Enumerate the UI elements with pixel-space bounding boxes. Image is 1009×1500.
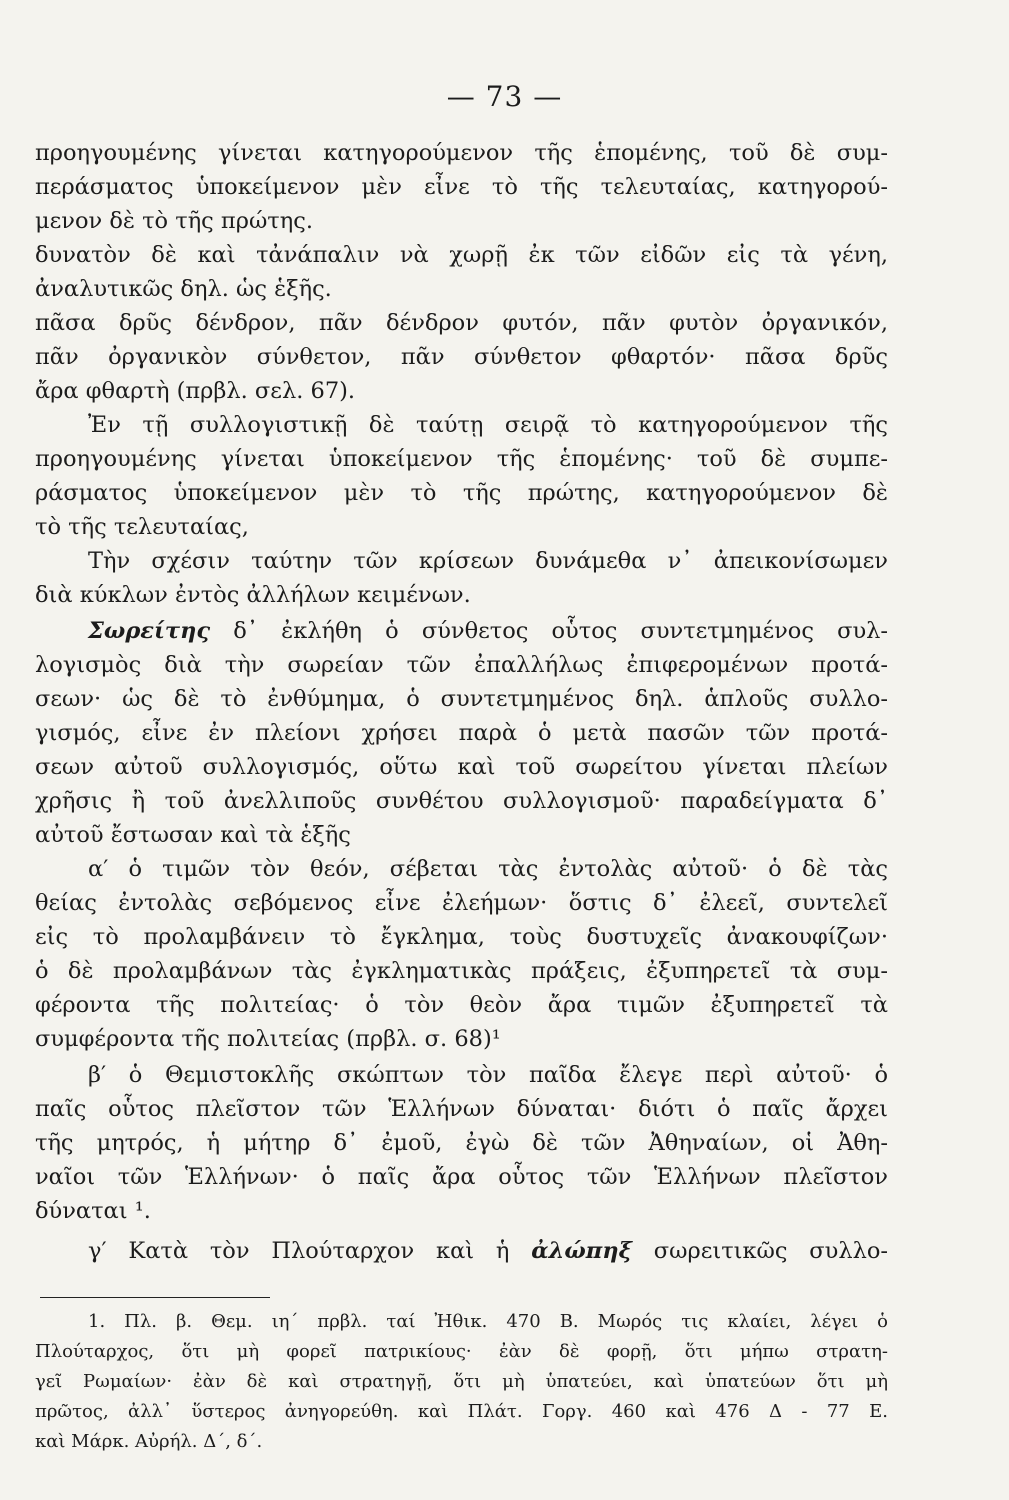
- text-line: β′ ὁ Θεμιστοκλῆς σκώπτων τὸν παῖδα ἔλεγε περὶ αὐτοῦ· ὁ: [88, 1062, 888, 1088]
- text-line: γισμός, εἶνε ἐν πλείονι χρήσει παρὰ ὁ μετὰ πασῶν τῶν προτά-: [35, 720, 888, 746]
- footnote-line: 1. Πλ. β. Θεμ. ιη΄ πρβλ. ταί Ἠθικ. 470 Β. Μωρός τις κλαίει, λέγει ὁ: [88, 1311, 888, 1332]
- footnote-line: πρῶτος, ἀλλ᾽ ὕστερος ἀνηγορεύθη. καὶ Πλάτ. Γοργ. 460 καὶ 476 Δ - 77 Ε.: [35, 1401, 888, 1422]
- term-alopex: ἀλώπηξ: [531, 1238, 632, 1264]
- text-line: εἰς τὸ προλαμβάνειν τὸ ἔγκλημα, τοὺς δυστυχεῖς ἀνακουφίζων·: [35, 924, 888, 950]
- text-line: ἄρα φθαρτὴ (πρβλ. σελ. 67).: [35, 378, 356, 404]
- text-line: χρῆσις ἢ τοῦ ἀνελλιποῦς συνθέτου συλλογισμοῦ· παραδείγματα δ᾽: [35, 788, 888, 814]
- text-line: λογισμὸς διὰ τὴν σωρείαν τῶν ἐπαλλήλως ἐπιφερομένων προτά-: [35, 652, 888, 678]
- text-line-start: γ′ Κατὰ τὸν Πλούταρχον καὶ ἡ: [88, 1238, 510, 1264]
- term-soreites: Σωρείτης: [88, 618, 211, 644]
- text-line: πᾶν ὀργανικὸν σύνθετον, πᾶν σύνθετον φθαρτόν· πᾶσα δρῦς: [35, 344, 888, 370]
- text-line: σεων αὐτοῦ συλλογισμός, οὕτω καὶ τοῦ σωρείτου γίνεται πλείων: [35, 754, 888, 780]
- text-line: δύναται ¹.: [35, 1198, 151, 1224]
- text-line: τὸ τῆς τελευταίας,: [35, 514, 249, 540]
- text-line-end: σωρειτικῶς συλλο-: [653, 1238, 889, 1264]
- text-line-soreites: [88, 614, 888, 648]
- text-line: τῆς μητρός, ἡ μήτηρ δ᾽ ἐμοῦ, ἐγὼ δὲ τῶν Ἀθηναίων, οἱ Ἀθη-: [35, 1130, 888, 1156]
- text-line: θείας ἐντολὰς σεβόμενος εἶνε ἐλεήμων· ὅστις δ᾽ ἐλεεῖ, συντελεῖ: [35, 890, 888, 916]
- text-line-rest: δ᾽ ἐκλήθη ὁ σύνθετος οὗτος συντετμημένος συλ-: [233, 618, 888, 644]
- text-line: ἀναλυτικῶς δηλ. ὡς ἑξῆς.: [35, 276, 332, 302]
- text-line: περάσματος ὑποκείμενον μὲν εἶνε τὸ τῆς τελευταίας, κατηγορού-: [35, 174, 888, 200]
- text-line: συμφέροντα τῆς πολιτείας (πρβλ. σ. 68)¹: [35, 1026, 501, 1052]
- text-line: Ἐν τῇ συλλογιστικῇ δὲ ταύτῃ σειρᾷ τὸ κατηγορούμενον τῆς: [88, 412, 888, 438]
- text-line: μενον δὲ τὸ τῆς πρώτης.: [35, 208, 313, 234]
- text-line: ὁ δὲ προλαμβάνων τὰς ἐγκληματικὰς πράξεις, ἐξυπηρετεῖ τὰ συμ-: [35, 958, 888, 984]
- text-line: πᾶσα δρῦς δένδρον, πᾶν δένδρον φυτόν, πᾶν φυτὸν ὀργανικόν,: [35, 310, 888, 336]
- text-line: σεων· ὡς δὲ τὸ ἐνθύμημα, ὁ συντετμημένος δηλ. ἁπλοῦς συλλο-: [35, 686, 888, 712]
- text-line: δυνατὸν δὲ καὶ τἀνάπαλιν νὰ χωρῇ ἐκ τῶν εἰδῶν εἰς τὰ γένη,: [35, 242, 888, 268]
- footnote-line: γεῖ Ρωμαίων· ἐὰν δὲ καὶ στρατηγῇ, ὅτι μὴ ὑπατεύει, καὶ ὑπατεύων ὅτι μὴ: [35, 1371, 888, 1392]
- text-line: προηγουμένης γίνεται κατηγορούμενον τῆς ἑπομένης, τοῦ δὲ συμ-: [35, 140, 888, 166]
- footnote-line: Πλούταρχος, ὅτι μὴ φορεῖ πατρικίους· ἐὰν δὲ φορῇ, ὅτι μήπω στρατη-: [35, 1341, 888, 1362]
- text-line: ναῖοι τῶν Ἑλλήνων· ὁ παῖς ἄρα οὗτος τῶν Ἑλλήνων πλεῖστον: [35, 1164, 888, 1190]
- text-line: παῖς οὗτος πλεῖστον τῶν Ἑλλήνων δύναται· διότι ὁ παῖς ἄρχει: [35, 1096, 888, 1122]
- footnote-separator: [40, 1297, 270, 1298]
- text-line: α′ ὁ τιμῶν τὸν θεόν, σέβεται τὰς ἐντολὰς αὐτοῦ· ὁ δὲ τὰς: [88, 856, 888, 882]
- text-line-alopex: [88, 1234, 888, 1268]
- text-line: Τὴν σχέσιν ταύτην τῶν κρίσεων δυνάμεθα ν᾽ ἀπεικονίσωμεν: [88, 548, 888, 574]
- text-line: ράσματος ὑποκείμενον μὲν τὸ τῆς πρώτης, κατηγορούμενον δὲ: [35, 480, 888, 506]
- text-line: προηγουμένης γίνεται ὑποκείμενον τῆς ἑπομένης· τοῦ δὲ συμπε-: [35, 446, 888, 472]
- text-line: διὰ κύκλων ἐντὸς ἀλλήλων κειμένων.: [35, 582, 471, 608]
- text-line: φέροντα τῆς πολιτείας· ὁ τὸν θεὸν ἄρα τιμῶν ἐξυπηρετεῖ τὰ: [35, 992, 888, 1018]
- text-line: αὐτοῦ ἔστωσαν καὶ τὰ ἑξῆς: [35, 822, 351, 848]
- page-number: — 73 —: [446, 80, 563, 113]
- footnote-line: καὶ Μάρκ. Αὐρήλ. Δ΄, δ΄.: [35, 1431, 263, 1452]
